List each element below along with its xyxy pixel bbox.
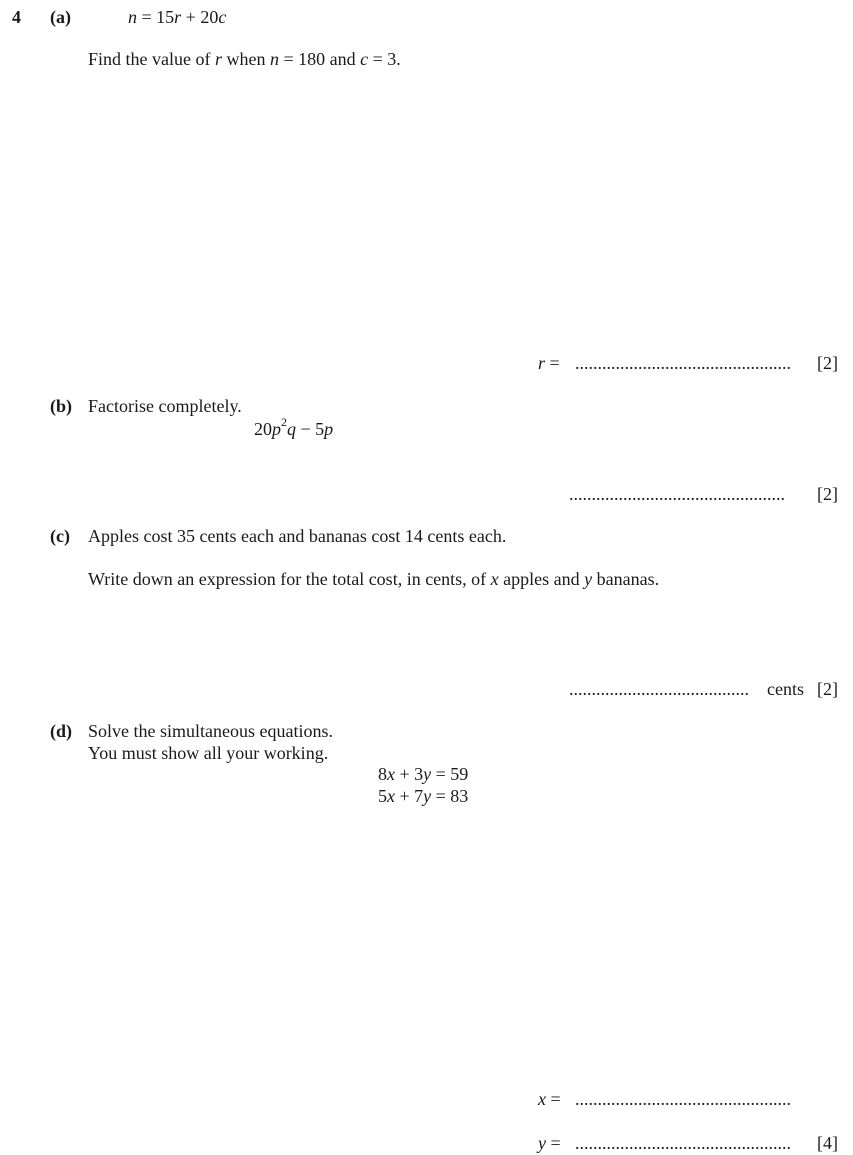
part-c-label: (c): [50, 526, 70, 546]
part-c-prompt: Apples cost 35 cents each and bananas cost 14 cents each.: [88, 526, 507, 546]
part-a-prompt: Find the value of r when n = 180 and c = 3.: [88, 49, 401, 69]
part-d-answer-y-label: y =: [538, 1133, 561, 1153]
part-d-prompt: Solve the simultaneous equations.: [88, 721, 333, 741]
part-a-label: (a): [50, 7, 71, 27]
part-d-answer-y-line[interactable]: ................................................: [575, 1133, 791, 1153]
part-d-equation-2: 5x + 7y = 83: [378, 786, 469, 806]
part-a-marks: [2]: [817, 353, 838, 373]
part-c-answer-line[interactable]: ........................................: [569, 679, 749, 699]
part-c-prompt-2: Write down an expression for the total cost, in cents, of x apples and y bananas.: [88, 569, 660, 589]
part-d-answer-x-label: x =: [538, 1089, 561, 1109]
part-b-label: (b): [50, 396, 72, 416]
part-d-equation-1: 8x + 3y = 59: [378, 764, 469, 784]
part-c-unit: cents: [767, 679, 804, 699]
part-b-prompt: Factorise completely.: [88, 396, 242, 416]
part-b-marks: [2]: [817, 484, 838, 504]
part-a-answer-label: r =: [538, 353, 560, 373]
part-b-answer-line[interactable]: ................................................: [569, 484, 785, 504]
part-c-marks: [2]: [817, 679, 838, 699]
part-a-formula: n = 15r + 20c: [128, 7, 227, 27]
part-d-marks: [4]: [817, 1133, 838, 1153]
part-d-prompt-2: You must show all your working.: [88, 743, 329, 763]
part-d-answer-x-line[interactable]: ................................................: [575, 1089, 791, 1109]
part-d-label: (d): [50, 721, 72, 741]
part-b-expression: $20p^2q - 5p$: [254, 415, 334, 439]
part-a-answer-line[interactable]: ................................................: [575, 353, 791, 373]
question-number: 4: [12, 7, 21, 27]
